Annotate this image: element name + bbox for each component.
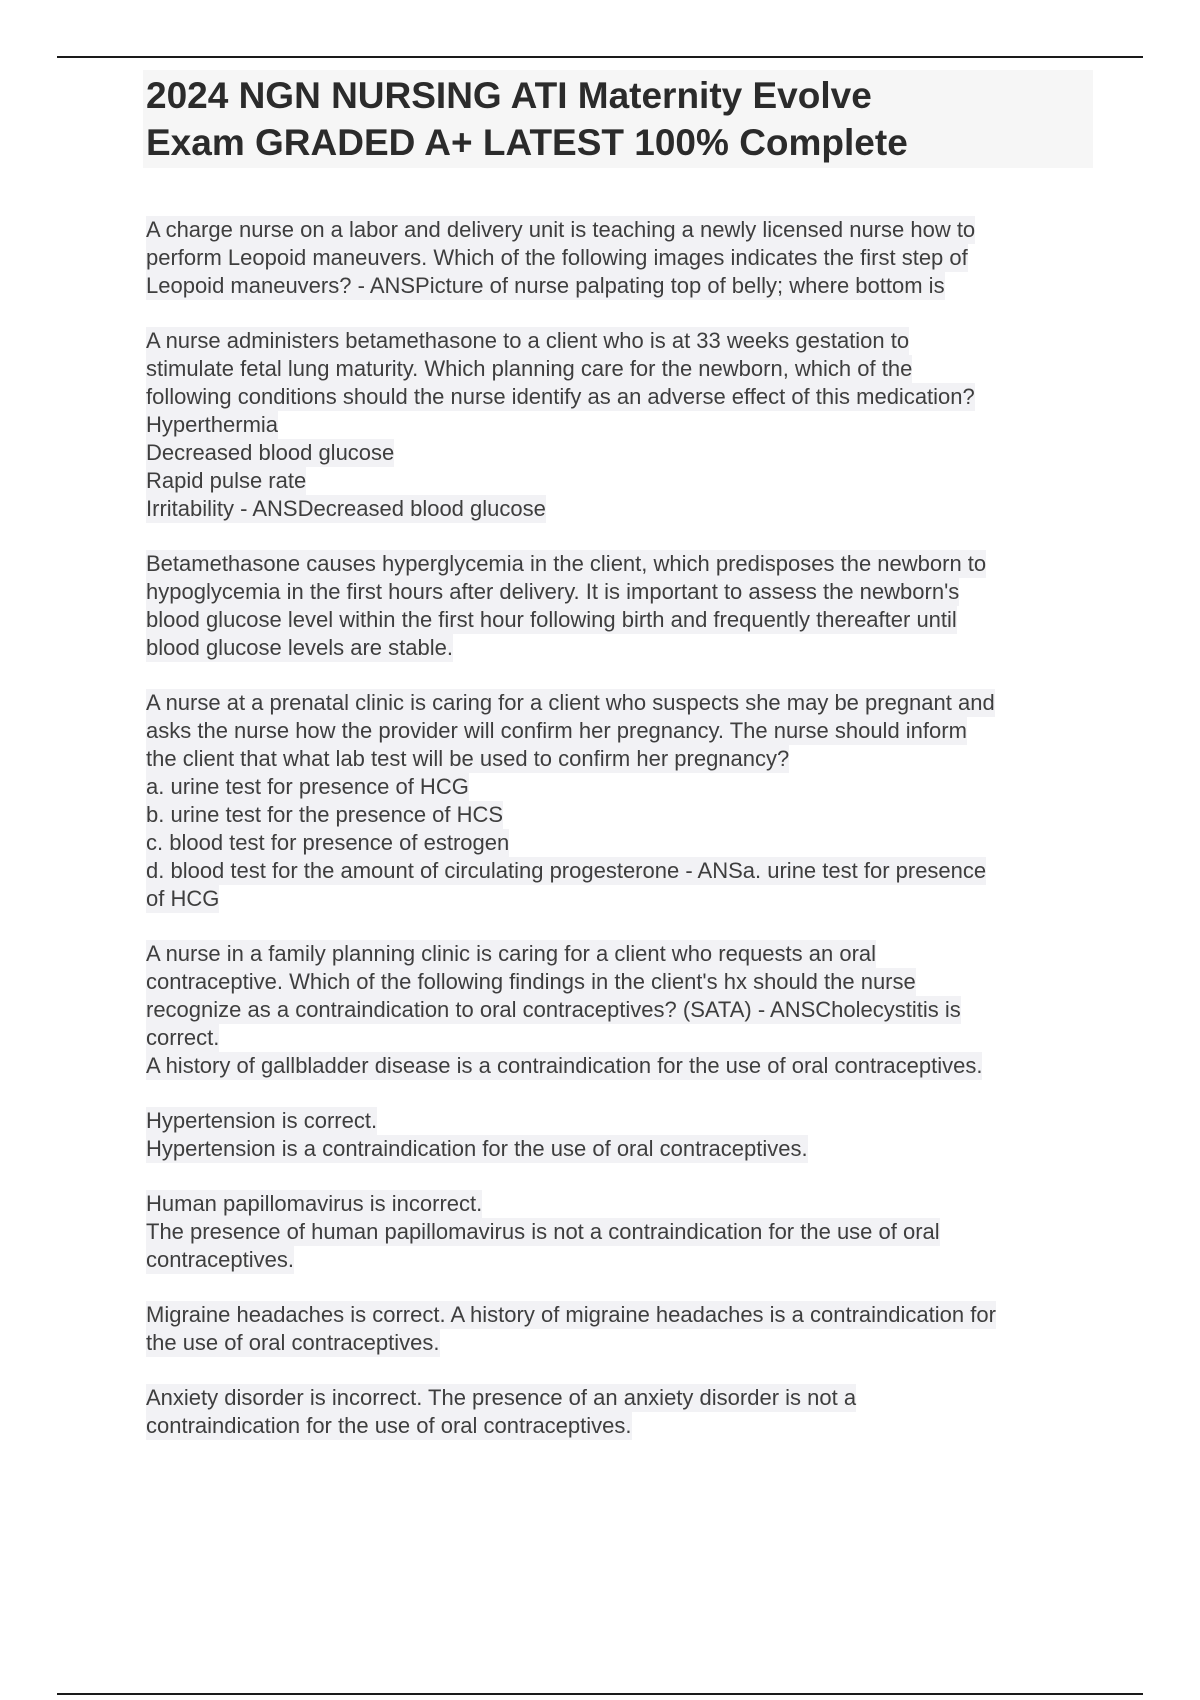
answer-option: Rapid pulse rate bbox=[146, 468, 307, 493]
text-line: A nurse administers betamethasone to a client who is at 33 weeks gestation to bbox=[146, 328, 910, 353]
text-line: A nurse at a prenatal clinic is caring for a client who suspects she may be pregnant and bbox=[146, 690, 995, 715]
text-line: A charge nurse on a labor and delivery unit is teaching a newly licensed nurse how to bbox=[146, 217, 976, 242]
paragraph-pregnancy-test-question bbox=[146, 689, 1086, 913]
text-line: correct. bbox=[146, 1025, 220, 1050]
text-line: The presence of human papillomavirus is not a contraindication for the use of oral bbox=[146, 1219, 940, 1244]
text-line: the client that what lab test will be used to confirm her pregnancy? bbox=[146, 746, 790, 771]
text-line: Migraine headaches is correct. A history of migraine headaches is a contraindication for bbox=[146, 1302, 996, 1327]
title-block bbox=[143, 70, 1093, 168]
text-line: of HCG bbox=[146, 886, 220, 911]
text-line: perform Leopoid maneuvers. Which of the following images indicates the first step of bbox=[146, 245, 968, 270]
answer-option: a. urine test for presence of HCG bbox=[146, 774, 469, 799]
top-divider bbox=[57, 56, 1143, 58]
text-line: following conditions should the nurse identify as an adverse effect of this medication? bbox=[146, 384, 975, 409]
paragraph-hypertension bbox=[146, 1107, 1086, 1163]
document-title: 2024 NGN NURSING ATI Maternity Evolve Exam GRADED A+ LATEST 100% Complete bbox=[146, 75, 908, 163]
bottom-divider bbox=[57, 1693, 1143, 1695]
text-line: recognize as a contraindication to oral contraceptives? (SATA) - ANSCholecystitis is bbox=[146, 997, 961, 1022]
text-line: Anxiety disorder is incorrect. The presence of an anxiety disorder is not a bbox=[146, 1385, 857, 1410]
paragraph-hpv bbox=[146, 1190, 1086, 1274]
text-line: A nurse in a family planning clinic is caring for a client who requests an oral bbox=[146, 941, 877, 966]
paragraph-migraine bbox=[146, 1301, 1086, 1357]
text-line: Leopoid maneuvers? - ANSPicture of nurse palpating top of belly; where bottom is bbox=[146, 273, 945, 298]
text-line: blood glucose levels are stable. bbox=[146, 635, 453, 660]
text-line: asks the nurse how the provider will confirm her pregnancy. The nurse should inform bbox=[146, 718, 967, 743]
answer-option: Irritability - ANSDecreased blood glucose bbox=[146, 496, 546, 521]
answer-option: d. blood test for the amount of circulating progesterone - ANSa. urine test for presence bbox=[146, 858, 987, 883]
text-line: contraceptives. bbox=[146, 1247, 294, 1272]
answer-option: Decreased blood glucose bbox=[146, 440, 395, 465]
text-line: the use of oral contraceptives. bbox=[146, 1330, 440, 1355]
paragraph-contraceptive-question bbox=[146, 940, 1086, 1080]
paragraph-anxiety bbox=[146, 1384, 1086, 1440]
text-line: stimulate fetal lung maturity. Which planning care for the newborn, which of the bbox=[146, 356, 913, 381]
answer-option: b. urine test for the presence of HCS bbox=[146, 802, 504, 827]
text-line: A history of gallbladder disease is a contraindication for the use of oral contraceptives. bbox=[146, 1053, 983, 1078]
text-line: Betamethasone causes hyperglycemia in the client, which predisposes the newborn to bbox=[146, 551, 987, 576]
paragraph-leopold-question bbox=[146, 216, 1086, 300]
paragraph-betamethasone-question bbox=[146, 327, 1086, 523]
document-body bbox=[146, 216, 1086, 1467]
text-line: contraindication for the use of oral contraceptives. bbox=[146, 1413, 632, 1438]
text-line: Human papillomavirus is incorrect. bbox=[146, 1191, 483, 1216]
text-line: hypoglycemia in the first hours after delivery. It is important to assess the newborn's bbox=[146, 579, 960, 604]
text-line: blood glucose level within the first hour following birth and frequently thereafter until bbox=[146, 607, 957, 632]
text-line: Hypertension is a contraindication for the use of oral contraceptives. bbox=[146, 1136, 808, 1161]
text-line: Hypertension is correct. bbox=[146, 1108, 378, 1133]
answer-option: Hyperthermia bbox=[146, 412, 279, 437]
text-line: contraceptive. Which of the following findings in the client's hx should the nurse bbox=[146, 969, 916, 994]
paragraph-betamethasone-rationale bbox=[146, 550, 1086, 662]
answer-option: c. blood test for presence of estrogen bbox=[146, 830, 510, 855]
